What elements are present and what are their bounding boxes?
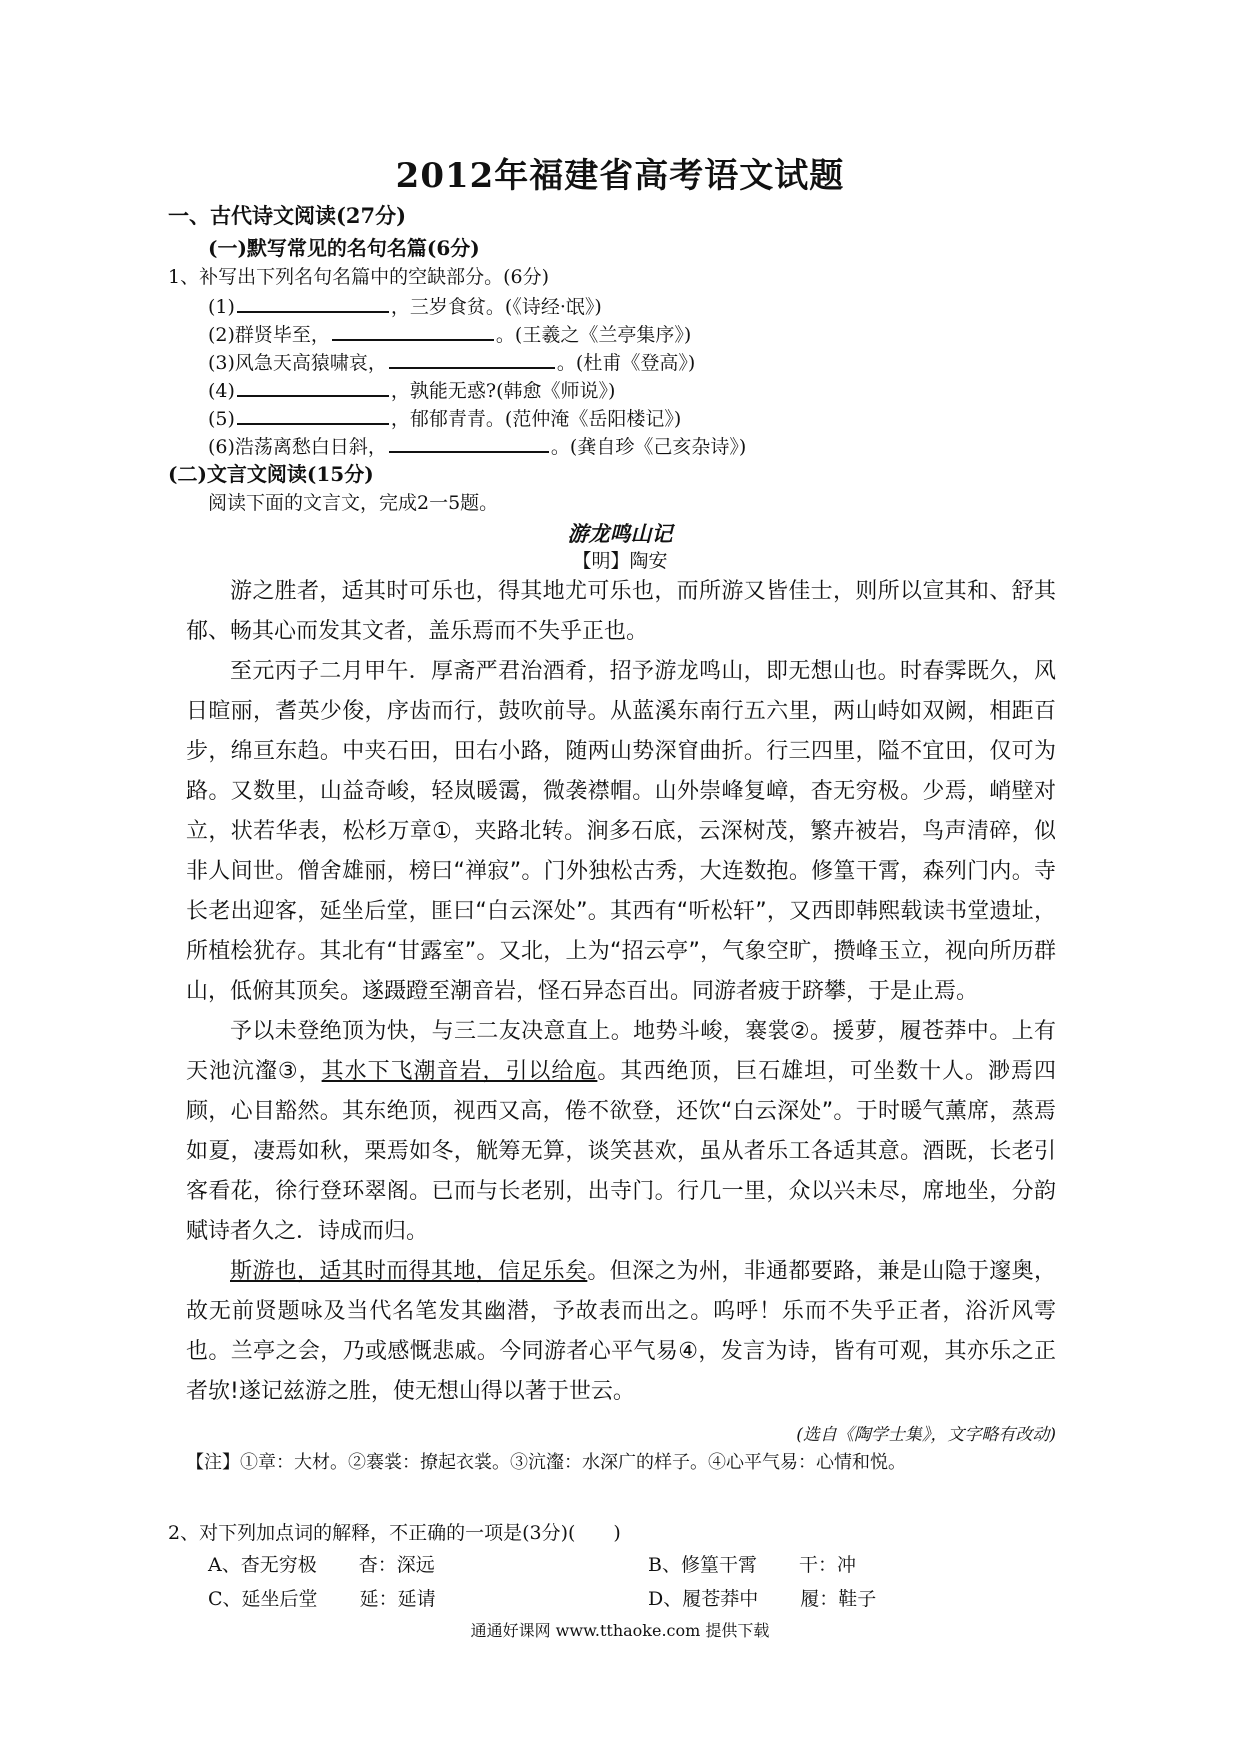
- paragraph-3-part-b: 。其西绝顶，巨石雄坦，可坐数十人。渺焉四顾，心目豁然。其东绝顶，视西又高，倦不欲登，还饮“白云深处”。于时暖气薰席，蒸焉如夏，凄焉如秋，栗焉如冬，觥筹无算，谈笑甚欢，虽从者乐工各适其意。酒既，长老引客看花，徐行登环翠阁。已而与长老别，出寺门。行几一里，众以兴未尽，席地坐，分韵赋诗者久之．诗成而归。: [186, 1059, 1056, 1244]
- answer-blank[interactable]: [332, 321, 494, 341]
- fill-blank-item: [208, 376, 615, 403]
- subsection-heading-1: (一)默写常见的名句名篇(6分): [208, 236, 480, 260]
- option-a[interactable]: [208, 1550, 435, 1577]
- fill-blank-item: [208, 292, 602, 319]
- item-suffix: ，郁郁青青。(范仲淹《岳阳楼记》): [390, 408, 682, 430]
- answer-blank[interactable]: [389, 433, 549, 453]
- underlined-sentence-2: 斯游也，适其时而得其地，信足乐矣: [230, 1259, 588, 1284]
- question-2-stem: 2、对下列加点词的解释，不正确的一项是(3分)( ): [168, 1522, 621, 1544]
- fill-blank-item: [208, 348, 695, 375]
- item-prefix: (5): [208, 408, 235, 430]
- item-suffix: ，孰能无惑?(韩愈《师说》): [390, 380, 616, 402]
- reading-instruction: 阅读下面的文言文，完成2一5题。: [208, 492, 499, 514]
- passage-author: 【明】陶安: [572, 550, 668, 572]
- option-label: C、延坐后堂: [208, 1588, 318, 1610]
- fill-blank-item: [208, 404, 681, 431]
- option-explanation: 杳：深远: [358, 1554, 435, 1576]
- item-prefix: (4): [208, 380, 235, 402]
- paragraph-1: 游之胜者，适其时可乐也，得其地尤可乐也，而所游又皆佳士，则所以宣其和、舒其郁、畅其心而发其文者，盖乐焉而不失乎正也。: [186, 579, 1056, 644]
- fill-blank-item: [208, 320, 691, 347]
- answer-blank[interactable]: [389, 349, 555, 369]
- passage-body: [186, 572, 1056, 1412]
- fill-blank-item: [208, 432, 746, 459]
- option-explanation: 干：冲: [799, 1554, 857, 1576]
- answer-blank[interactable]: [237, 377, 389, 397]
- item-prefix: (3)风急天高猿啸哀，: [208, 352, 387, 374]
- item-prefix: (6)浩荡离愁白日斜，: [208, 436, 387, 458]
- passage-title: 游龙鸣山记: [567, 521, 673, 546]
- option-label: A、杳无穷极: [208, 1554, 317, 1576]
- paragraph-3: [186, 1012, 1056, 1252]
- passage-source: (选自《陶学士集》，文字略有改动): [796, 1425, 1056, 1445]
- option-d[interactable]: [648, 1584, 876, 1611]
- paragraph-2: 至元丙子二月甲午．厚斋严君治酒肴，招予游龙鸣山，即无想山也。时春霁既久，风日暄丽，耆英少俊，序齿而行，鼓吹前导。从蓝溪东南行五六里，两山峙如双阙，相距百步，绵亘东趋。中夹石田，田右小路，随两山势深窅曲折。行三四里，隘不宜田，仅可为路。又数里，山益奇峻，轻岚暖霭，微袭襟帽。山外崇峰复嶂，杳无穷极。少焉，峭壁对立，状若华表，松杉万章①，夹路北转。涧多石底，云深树茂，繁卉被岩，鸟声清碎，似非人间世。僧舍雄丽，榜曰“禅寂”。门外独松古秀，大连数抱。修篁干霄，森列门内。寺长老出迎客，延坐后堂，匪曰“白云深处”。其西有“听松轩”，又西即韩熙载读书堂遗址，所植桧犹存。其北有“甘露室”。又北，上为“招云亭”，气象空旷，攒峰玉立，视向所历群山，低俯其顶矣。遂蹑蹬至潮音岩，怪石异态百出。同游者疲于跻攀，于是止焉。: [186, 659, 1056, 1004]
- annotation-notes: 【注】①章：大材。②褰裳：撩起衣裳。③沆瀣：水深广的样子。④心平气易：心情和悦。: [186, 1452, 906, 1473]
- item-prefix: (2)群贤毕至，: [208, 324, 330, 346]
- option-label: B、修篁干霄: [648, 1554, 757, 1576]
- option-explanation: 延：延请: [359, 1588, 436, 1610]
- section-heading-1: 一、古代诗文阅读(27分): [168, 203, 407, 228]
- paragraph-3-part-a: 予以未登绝顶为快，与三二友决意直上。地势斗峻，褰裳②。援萝，履苍莽中。上有天池沆瀣③，: [186, 1019, 1056, 1084]
- footer-credit: 通通好课网 www.tthaoke.com 提供下载: [470, 1621, 770, 1640]
- option-c[interactable]: [208, 1584, 436, 1611]
- option-b[interactable]: [648, 1550, 856, 1577]
- page-title: 2012年福建省高考语文试题: [395, 156, 845, 196]
- paragraph-4-part-b: 。但深之为州，非通都要路，兼是山隐于邃奥，故无前贤题咏及当代名笔发其幽潜，予故表而出之。呜呼！乐而不失乎正者，浴沂风雩也。兰亭之会，乃或感慨悲戚。今同游者心平气易④，发言为诗，皆有可观，其亦乐之正者欤!遂记兹游之胜，使无想山得以著于世云。: [186, 1259, 1056, 1404]
- answer-blank[interactable]: [237, 405, 389, 425]
- underlined-sentence-1: 其水下飞潮音岩，引以给庖: [321, 1059, 598, 1084]
- item-suffix: 。(王羲之《兰亭集序》): [495, 324, 692, 346]
- subsection-heading-2: (二)文言文阅读(15分): [168, 462, 374, 486]
- answer-blank[interactable]: [237, 293, 389, 313]
- paragraph-4: [186, 1252, 1056, 1412]
- item-suffix: 。(龚自珍《己亥杂诗》): [550, 436, 747, 458]
- question-1-stem: 1、补写出下列名句名篇中的空缺部分。(6分): [168, 266, 550, 288]
- option-explanation: 履：鞋子: [800, 1588, 877, 1610]
- item-suffix: ，三岁食贫。(《诗经·氓》): [390, 296, 602, 318]
- item-suffix: 。(杜甫《登高》): [556, 352, 696, 374]
- option-label: D、履苍莽中: [648, 1588, 759, 1610]
- item-prefix: (1): [208, 296, 235, 318]
